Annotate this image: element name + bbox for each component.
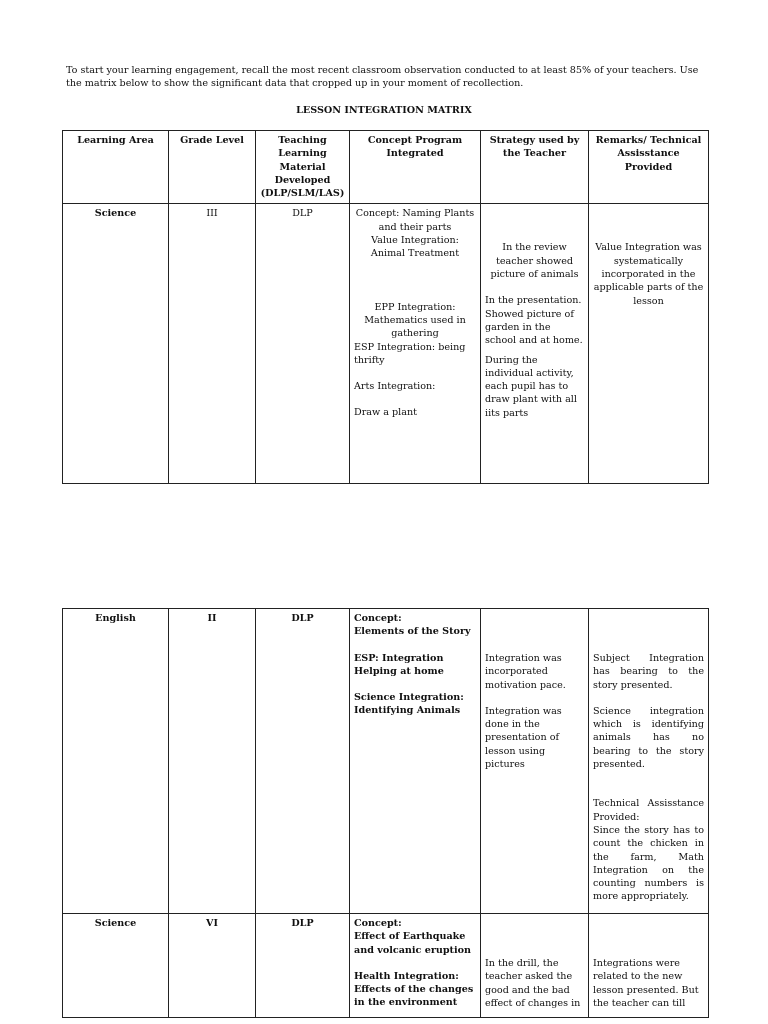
lesson-integration-table-page2 [62,608,709,1018]
header-learning-area: Learning Area [63,131,169,204]
concept-text: Value Integration: Animal Treatment [370,235,460,260]
table-row [63,204,709,484]
concept-cell [350,204,481,484]
strategy-text: Integration was incorporated motivation pace. [485,653,566,691]
concept-cell [350,914,481,1018]
concept-text: EPP Integration: Mathematics used in gathering [364,301,466,340]
material-cell: DLP [256,609,350,914]
remarks-cell [589,204,709,484]
strategy-text: During the individual activity, each pupil has to draw plant with all iits parts [485,354,577,419]
learning-area-cell: Science [63,204,169,484]
concept-cell [350,609,481,914]
grade-level-cell: III [169,204,256,484]
remarks-text: Technical Assisstance Provided: [593,798,704,823]
table-row [63,914,709,1018]
strategy-cell [481,609,589,914]
grade-level-cell: VI [169,914,256,1018]
concept-text: Helping at home [354,665,444,677]
concept-text: Identifying Animals [354,705,461,717]
remarks-text: Value Integration was systematically incorporated in the applicable parts of the lesson [593,242,704,307]
concept-text: ESP: Integration [354,652,444,664]
lesson-integration-table-page1 [62,130,709,484]
material-cell: DLP [256,204,350,484]
remarks-cell [589,914,709,1018]
concept-text: ESP Integration: being thrifty [354,341,466,366]
remarks-cell [589,609,709,914]
material-cell: DLP [256,914,350,1018]
header-strategy: Strategy used by the Teacher [481,131,589,204]
header-material: Teaching Learning Material Developed (DLP/SLM/LAS) [256,131,350,204]
strategy-text: In the review teacher showed picture of animals [490,242,579,281]
learning-area-cell: Science [63,914,169,1018]
table-row [63,609,709,914]
header-grade-level: Grade Level [169,131,256,204]
strategy-cell [481,204,589,484]
remarks-text: Integrations were related to the new lesson presented. But the teacher can till [593,958,699,1009]
concept-text: Draw a plant [354,407,417,419]
remarks-text: Subject Integration has bearing to the story presented. [593,653,704,691]
concept-text: Concept: [354,918,402,929]
header-remarks: Remarks/ Technical Assisstance Provided [589,131,709,204]
strategy-text: In the presentation. Showed picture of garden in the school and at home. [485,295,583,347]
concept-text: Science Integration: [354,692,464,704]
concept-text: Elements of the Story [354,626,471,638]
remarks-text: Since the story has to count the chicken in the farm, Math Integration on the counting numbers is more appropriately. [593,824,704,903]
grade-level-cell: II [169,609,256,914]
concept-text: Effect of Earthquake and volcanic eruption [354,931,472,956]
concept-text: Concept: Naming Plants and their parts [355,208,475,233]
concept-text: Effects of the changes in the environment [354,984,474,1009]
concept-text: Health Integration: [354,970,459,982]
strategy-text: Integration was done in the presentation of lesson using pictures [485,705,562,771]
matrix-title: LESSON INTEGRATION MATRIX [296,105,472,116]
strategy-text: In the drill, the teacher asked the good and the bad effect of changes in [485,958,581,1009]
strategy-cell [481,914,589,1018]
table-header-row [63,131,709,204]
header-concept: Concept Program Integrated [350,131,481,204]
instructions-text: To start your learning engagement, recall the most recent classroom observation conducted to at least 85% of your teachers. Use the matrix below to show the significant data that cropped up in your moment of recollection. [66,65,699,90]
concept-text: Concept: [354,613,402,624]
remarks-text: Science integration which is identifying animals has no bearing to the story presented. [593,705,704,771]
learning-area-cell: English [63,609,169,914]
concept-text: Arts Integration: [354,381,436,393]
